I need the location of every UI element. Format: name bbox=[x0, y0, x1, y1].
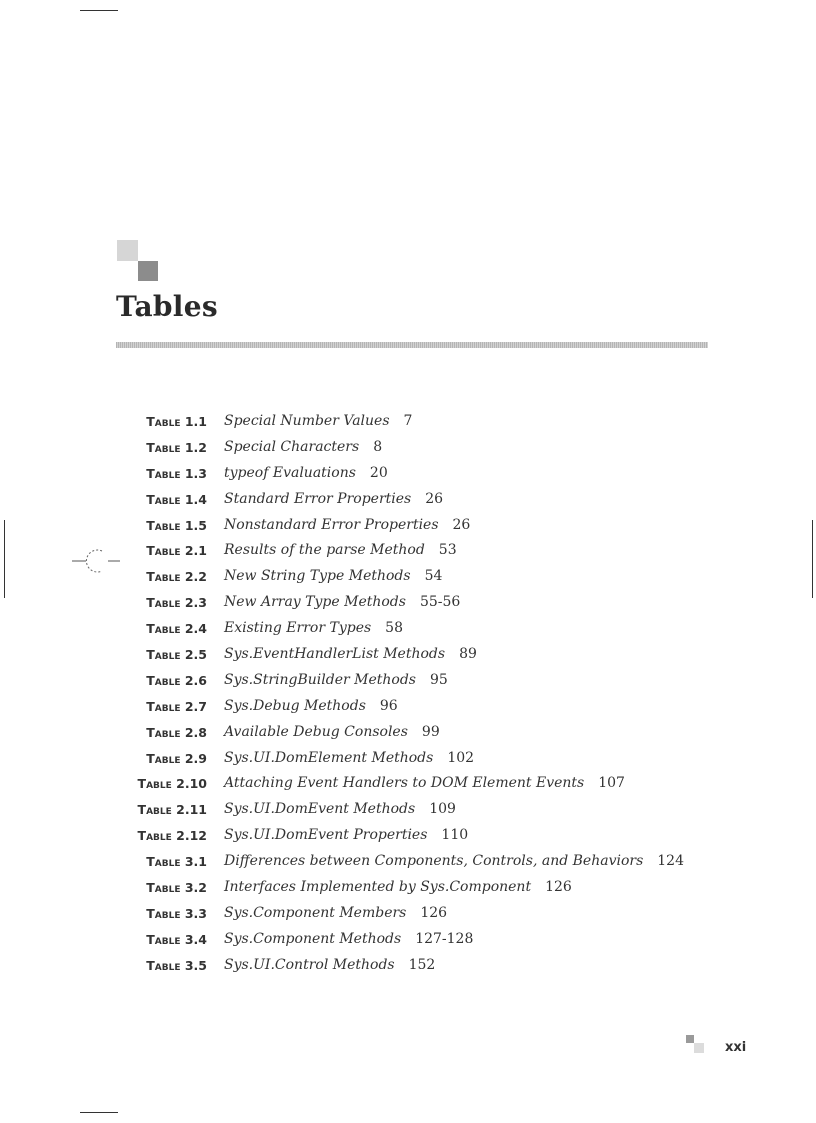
table-number bbox=[138, 797, 207, 823]
table-number bbox=[146, 409, 207, 435]
table-label: Table bbox=[137, 828, 172, 844]
table-number-value: 2.2 bbox=[184, 569, 207, 585]
table-page: 89 bbox=[459, 646, 477, 663]
table-page: 126 bbox=[545, 879, 572, 896]
table-number-value: 1.1 bbox=[184, 414, 207, 429]
table-title-text: Sys.Debug Methods bbox=[224, 697, 366, 714]
table-title bbox=[224, 694, 398, 720]
table-title-text: Sys.EventHandlerList Methods bbox=[224, 646, 446, 663]
table-title bbox=[224, 927, 473, 953]
table-title bbox=[224, 875, 572, 901]
table-title bbox=[224, 435, 382, 461]
table-title bbox=[224, 616, 403, 642]
list-item bbox=[0, 538, 816, 564]
table-number bbox=[138, 771, 207, 797]
table-label: Table bbox=[146, 621, 181, 637]
table-number bbox=[146, 953, 207, 979]
table-number bbox=[146, 694, 207, 720]
list-item bbox=[0, 513, 816, 539]
table-title bbox=[224, 461, 388, 487]
table-page: 127-128 bbox=[415, 930, 474, 947]
list-item bbox=[0, 668, 816, 694]
list-item bbox=[0, 694, 816, 720]
folio-ornament-icon bbox=[686, 1035, 708, 1053]
decorative-square-dark bbox=[138, 261, 158, 281]
table-number-value: 2.3 bbox=[184, 595, 207, 611]
table-page: 102 bbox=[447, 749, 475, 766]
list-item bbox=[0, 849, 816, 875]
table-number bbox=[146, 487, 207, 513]
table-title bbox=[224, 771, 625, 797]
list-item bbox=[0, 720, 816, 746]
table-title bbox=[224, 823, 468, 849]
table-title-text: New Array Type Methods bbox=[224, 594, 406, 611]
table-number bbox=[146, 461, 207, 487]
table-number bbox=[146, 435, 207, 461]
table-number-value: 1.2 bbox=[184, 439, 207, 455]
table-number-value: 3.1 bbox=[184, 854, 207, 870]
table-label: Table bbox=[146, 465, 181, 481]
table-number-value: 2.8 bbox=[184, 724, 207, 740]
table-page: 110 bbox=[441, 827, 469, 844]
table-title-text: Results of the parse Method bbox=[224, 542, 425, 559]
table-label: Table bbox=[137, 776, 172, 792]
table-title-text: Special Number Values bbox=[224, 413, 390, 429]
table-number bbox=[146, 901, 207, 927]
table-label: Table bbox=[146, 750, 181, 766]
table-title bbox=[224, 901, 447, 927]
table-page: 95 bbox=[430, 671, 448, 688]
table-page: 109 bbox=[429, 801, 456, 818]
table-title bbox=[224, 590, 460, 616]
table-title-text: Standard Error Properties bbox=[224, 490, 412, 507]
table-page: 58 bbox=[385, 620, 403, 637]
table-number-value: 3.3 bbox=[184, 905, 207, 921]
table-label: Table bbox=[146, 905, 181, 921]
title-rule bbox=[116, 342, 708, 348]
table-title bbox=[224, 849, 684, 875]
crop-mark-bottom-left bbox=[80, 1112, 118, 1113]
table-title bbox=[224, 668, 448, 694]
table-number-value: 1.5 bbox=[184, 517, 207, 533]
table-title-text: typeof Evaluations bbox=[224, 464, 356, 481]
list-item bbox=[0, 487, 816, 513]
table-page: 124 bbox=[657, 853, 684, 870]
table-number-value: 3.4 bbox=[184, 931, 207, 947]
list-item bbox=[0, 797, 816, 823]
table-number bbox=[146, 746, 207, 772]
table-number-value: 1.4 bbox=[184, 491, 207, 507]
table-title bbox=[224, 720, 440, 746]
table-number-value: 3.2 bbox=[184, 880, 207, 896]
table-title-text: Sys.UI.Control Methods bbox=[224, 956, 395, 973]
list-item bbox=[0, 590, 816, 616]
page-title: Tables bbox=[116, 290, 218, 323]
table-page: 152 bbox=[408, 956, 436, 973]
table-page: 20 bbox=[369, 464, 388, 481]
table-title bbox=[224, 409, 412, 435]
table-page: 53 bbox=[438, 542, 457, 559]
table-page: 55-56 bbox=[419, 594, 461, 611]
list-item bbox=[0, 953, 816, 979]
list-item bbox=[0, 616, 816, 642]
crop-mark-top-left bbox=[80, 10, 118, 11]
table-title bbox=[224, 797, 456, 823]
table-label: Table bbox=[146, 854, 181, 870]
table-page: 26 bbox=[425, 490, 444, 507]
table-number-value: 1.3 bbox=[184, 465, 207, 481]
table-label: Table bbox=[146, 517, 181, 533]
table-title-text: Existing Error Types bbox=[224, 620, 372, 637]
table-number-value: 2.5 bbox=[184, 647, 207, 663]
table-number bbox=[146, 720, 207, 746]
table-title-text: New String Type Methods bbox=[224, 568, 411, 585]
table-page: 96 bbox=[379, 697, 398, 714]
table-number bbox=[146, 538, 207, 564]
table-label: Table bbox=[146, 543, 181, 559]
table-title-text: Differences between Components, Controls, and Behaviors bbox=[224, 853, 644, 870]
table-title-text: Available Debug Consoles bbox=[224, 723, 408, 740]
table-label: Table bbox=[146, 880, 181, 896]
table-page: 7 bbox=[403, 413, 413, 429]
table-page: 26 bbox=[452, 516, 471, 533]
list-item bbox=[0, 435, 816, 461]
table-page: 8 bbox=[373, 438, 383, 455]
table-label: Table bbox=[146, 595, 181, 611]
table-label: Table bbox=[146, 491, 181, 507]
table-title bbox=[224, 642, 477, 668]
table-number bbox=[146, 564, 207, 590]
table-page: 107 bbox=[598, 775, 625, 792]
table-title bbox=[224, 487, 443, 513]
list-item bbox=[0, 746, 816, 772]
table-list bbox=[0, 409, 816, 979]
table-label: Table bbox=[146, 672, 181, 688]
table-title-text: Sys.StringBuilder Methods bbox=[224, 671, 416, 688]
table-label: Table bbox=[146, 647, 181, 663]
table-title-text: Sys.Component Members bbox=[224, 904, 407, 921]
table-number-value: 2.10 bbox=[176, 776, 207, 792]
table-title-text: Nonstandard Error Properties bbox=[224, 516, 439, 533]
table-title-text: Special Characters bbox=[224, 438, 360, 455]
table-number-value: 2.1 bbox=[184, 543, 207, 559]
table-number bbox=[146, 642, 207, 668]
table-title-text: Sys.Component Methods bbox=[224, 930, 402, 947]
page-number: xxi bbox=[725, 1040, 747, 1055]
table-number bbox=[146, 616, 207, 642]
table-label: Table bbox=[137, 802, 172, 818]
table-title bbox=[224, 564, 442, 590]
table-title-text: Sys.UI.DomElement Methods bbox=[224, 749, 434, 766]
table-title-text: Interfaces Implemented by Sys.Component bbox=[224, 879, 532, 896]
list-item bbox=[0, 642, 816, 668]
table-label: Table bbox=[146, 414, 181, 429]
table-number-value: 2.6 bbox=[184, 672, 207, 688]
table-label: Table bbox=[146, 931, 181, 947]
table-title-text: Sys.UI.DomEvent Methods bbox=[224, 801, 416, 818]
table-title bbox=[224, 513, 470, 539]
list-item bbox=[0, 409, 816, 435]
table-title bbox=[224, 538, 457, 564]
table-number-value: 2.7 bbox=[184, 698, 207, 714]
list-item bbox=[0, 927, 816, 953]
list-item bbox=[0, 564, 816, 590]
table-number bbox=[146, 668, 207, 694]
table-label: Table bbox=[146, 569, 181, 585]
table-number-value: 2.9 bbox=[184, 750, 207, 766]
table-label: Table bbox=[146, 698, 181, 714]
table-number-value: 2.4 bbox=[184, 621, 207, 637]
table-number bbox=[138, 823, 207, 849]
table-label: Table bbox=[146, 724, 181, 740]
list-item bbox=[0, 875, 816, 901]
list-item bbox=[0, 901, 816, 927]
table-label: Table bbox=[146, 957, 181, 973]
table-page: 126 bbox=[420, 904, 448, 921]
list-item bbox=[0, 823, 816, 849]
decorative-square-light bbox=[117, 240, 138, 261]
table-label: Table bbox=[146, 439, 181, 455]
table-page: 54 bbox=[424, 568, 443, 585]
table-number bbox=[146, 849, 207, 875]
table-number-value: 2.12 bbox=[176, 828, 207, 844]
table-number bbox=[146, 590, 207, 616]
table-title-text: Sys.UI.DomEvent Properties bbox=[224, 827, 428, 844]
table-number bbox=[146, 927, 207, 953]
table-number-value: 2.11 bbox=[176, 802, 207, 818]
table-number bbox=[146, 513, 207, 539]
table-number bbox=[146, 875, 207, 901]
table-title bbox=[224, 953, 435, 979]
table-page: 99 bbox=[421, 723, 440, 740]
list-item bbox=[0, 771, 816, 797]
list-item bbox=[0, 461, 816, 487]
table-title-text: Attaching Event Handlers to DOM Element Events bbox=[224, 775, 585, 792]
table-title bbox=[224, 746, 474, 772]
table-number-value: 3.5 bbox=[184, 957, 207, 973]
